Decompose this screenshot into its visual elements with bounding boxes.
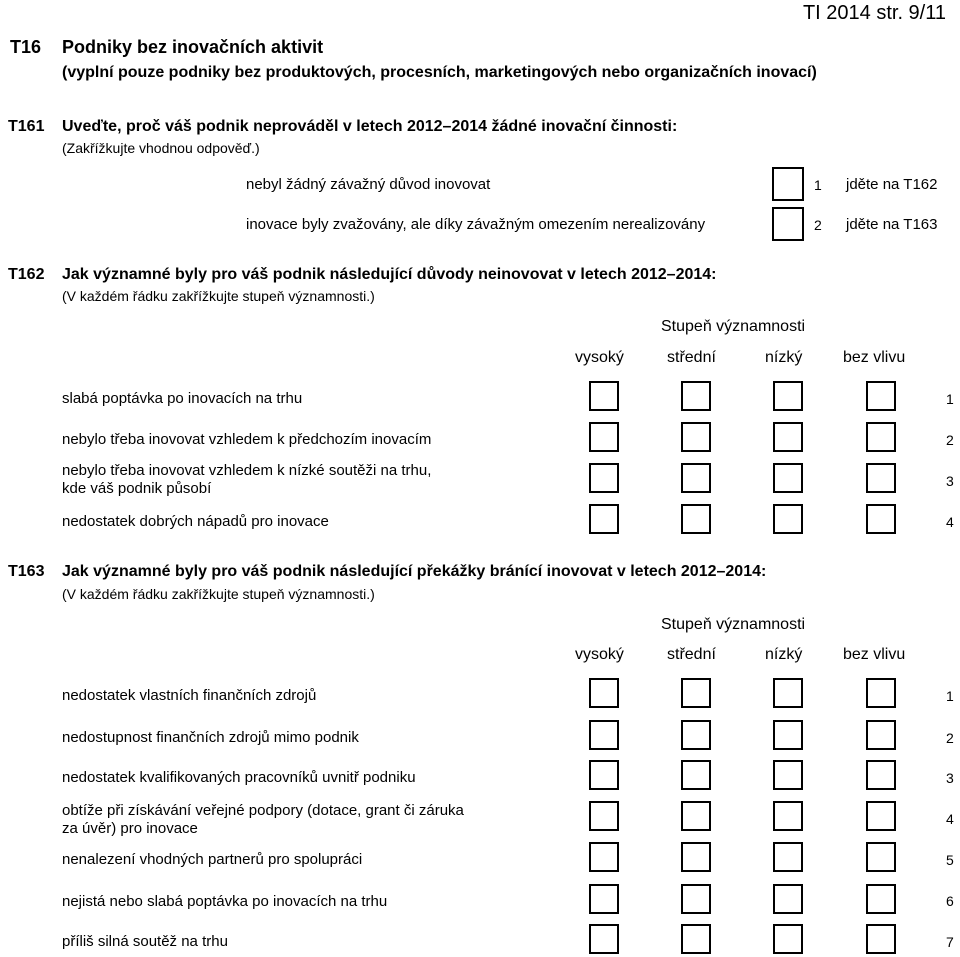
row-label: nedostatek dobrých nápadů pro inovace (62, 513, 329, 530)
row-label: nedostupnost finančních zdrojů mimo podnik (62, 729, 359, 746)
checkbox-high[interactable] (589, 504, 619, 534)
column-header-medium: střední (667, 646, 716, 663)
checkbox-low[interactable] (773, 422, 803, 452)
page-label: TI 2014 str. 9/11 (802, 2, 946, 24)
checkbox-none[interactable] (866, 924, 896, 954)
section-subtitle-t16: (vyplní pouze podniky bez produktových, procesních, marketingových nebo organizačních inovací) (62, 64, 817, 81)
checkbox-none[interactable] (866, 504, 896, 534)
question-code-t161: T161 (8, 118, 45, 135)
checkbox-high[interactable] (589, 463, 619, 493)
column-header-none: bez vlivu (843, 349, 906, 366)
checkbox-high[interactable] (589, 678, 619, 708)
checkbox-none[interactable] (866, 678, 896, 708)
checkbox-medium[interactable] (681, 884, 711, 914)
option-label: nebyl žádný závažný důvod inovovat (246, 176, 491, 193)
checkbox-high[interactable] (589, 801, 619, 831)
checkbox-high[interactable] (589, 422, 619, 452)
option-code: 2 (814, 217, 822, 233)
checkbox-none[interactable] (866, 422, 896, 452)
row-label: nebylo třeba inovovat vzhledem k nízké soutěži na trhu, (62, 462, 432, 479)
question-code-t162: T162 (8, 266, 45, 283)
option-label: inovace byly zvažovány, ale díky závažným omezením nerealizovány (246, 216, 706, 233)
checkbox[interactable] (772, 207, 804, 241)
checkbox-low[interactable] (773, 504, 803, 534)
checkbox-high[interactable] (589, 842, 619, 872)
checkbox-high[interactable] (589, 884, 619, 914)
column-header-none: bez vlivu (843, 646, 906, 663)
row-code: 2 (946, 730, 954, 746)
row-code: 1 (946, 391, 954, 407)
instruction-t163: (V každém řádku zakřížkujte stupeň významnosti.) (62, 586, 375, 602)
checkbox-medium[interactable] (681, 504, 711, 534)
row-code: 4 (946, 514, 954, 530)
checkbox-medium[interactable] (681, 760, 711, 790)
checkbox-medium[interactable] (681, 678, 711, 708)
row-label: nejistá nebo slabá poptávka po inovacích na trhu (62, 893, 388, 910)
scale-title: Stupeň významnosti (661, 616, 806, 633)
checkbox-none[interactable] (866, 720, 896, 750)
row-code: 6 (946, 893, 954, 909)
row-code: 4 (946, 811, 954, 827)
section-code-t16: T16 (10, 37, 42, 57)
checkbox-none[interactable] (866, 884, 896, 914)
row-label: příliš silná soutěž na trhu (62, 933, 228, 950)
column-header-high: vysoký (575, 646, 624, 663)
row-code: 3 (946, 770, 954, 786)
checkbox-low[interactable] (773, 463, 803, 493)
row-code: 1 (946, 688, 954, 704)
question-code-t163: T163 (8, 563, 45, 580)
question-t162: Jak významné byly pro váš podnik následující důvody neinovovat v letech 2012–2014: (62, 266, 717, 283)
checkbox-low[interactable] (773, 760, 803, 790)
column-header-low: nízký (765, 349, 803, 366)
checkbox[interactable] (772, 167, 804, 201)
option-code: 1 (814, 177, 822, 193)
row-label-continued: za úvěr) pro inovace (62, 820, 198, 837)
question-t161: Uveďte, proč váš podnik neprováděl v letech 2012–2014 žádné inovační činnosti: (62, 118, 678, 135)
row-label: nebylo třeba inovovat vzhledem k předchozím inovacím (62, 431, 432, 448)
checkbox-medium[interactable] (681, 463, 711, 493)
checkbox-low[interactable] (773, 884, 803, 914)
checkbox-high[interactable] (589, 924, 619, 954)
checkbox-medium[interactable] (681, 842, 711, 872)
checkbox-low[interactable] (773, 801, 803, 831)
checkbox-medium[interactable] (681, 720, 711, 750)
checkbox-none[interactable] (866, 463, 896, 493)
section-title-t16: Podniky bez inovačních aktivit (62, 37, 324, 57)
instruction-t161: (Zakřížkujte vhodnou odpověď.) (62, 140, 260, 156)
row-label: obtíže při získávání veřejné podpory (dotace, grant či záruka (62, 802, 464, 819)
checkbox-low[interactable] (773, 678, 803, 708)
checkbox-none[interactable] (866, 801, 896, 831)
row-label: slabá poptávka po inovacích na trhu (62, 390, 303, 407)
checkbox-medium[interactable] (681, 422, 711, 452)
row-code: 5 (946, 852, 954, 868)
row-label-continued: kde váš podnik působí (62, 480, 212, 497)
checkbox-high[interactable] (589, 760, 619, 790)
checkbox-low[interactable] (773, 842, 803, 872)
checkbox-none[interactable] (866, 760, 896, 790)
row-code: 7 (946, 934, 954, 950)
scale-title: Stupeň významnosti (661, 318, 806, 335)
column-header-low: nízký (765, 646, 803, 663)
row-label: nenalezení vhodných partnerů pro spolupráci (62, 851, 363, 868)
instruction-t162: (V každém řádku zakřížkujte stupeň významnosti.) (62, 288, 375, 304)
goto-instruction: jděte na T163 (846, 216, 938, 233)
checkbox-medium[interactable] (681, 801, 711, 831)
checkbox-none[interactable] (866, 842, 896, 872)
column-header-high: vysoký (575, 349, 624, 366)
checkbox-high[interactable] (589, 381, 619, 411)
checkbox-low[interactable] (773, 381, 803, 411)
checkbox-medium[interactable] (681, 381, 711, 411)
question-t163: Jak významné byly pro váš podnik následující překážky bránící inovovat v letech 2012–2014: (62, 563, 767, 580)
checkbox-none[interactable] (866, 381, 896, 411)
goto-instruction: jděte na T162 (846, 176, 938, 193)
checkbox-medium[interactable] (681, 924, 711, 954)
checkbox-high[interactable] (589, 720, 619, 750)
row-label: nedostatek vlastních finančních zdrojů (62, 687, 317, 704)
column-header-medium: střední (667, 349, 716, 366)
checkbox-low[interactable] (773, 924, 803, 954)
checkbox-low[interactable] (773, 720, 803, 750)
row-code: 2 (946, 432, 954, 448)
row-code: 3 (946, 473, 954, 489)
row-label: nedostatek kvalifikovaných pracovníků uvnitř podniku (62, 769, 416, 786)
